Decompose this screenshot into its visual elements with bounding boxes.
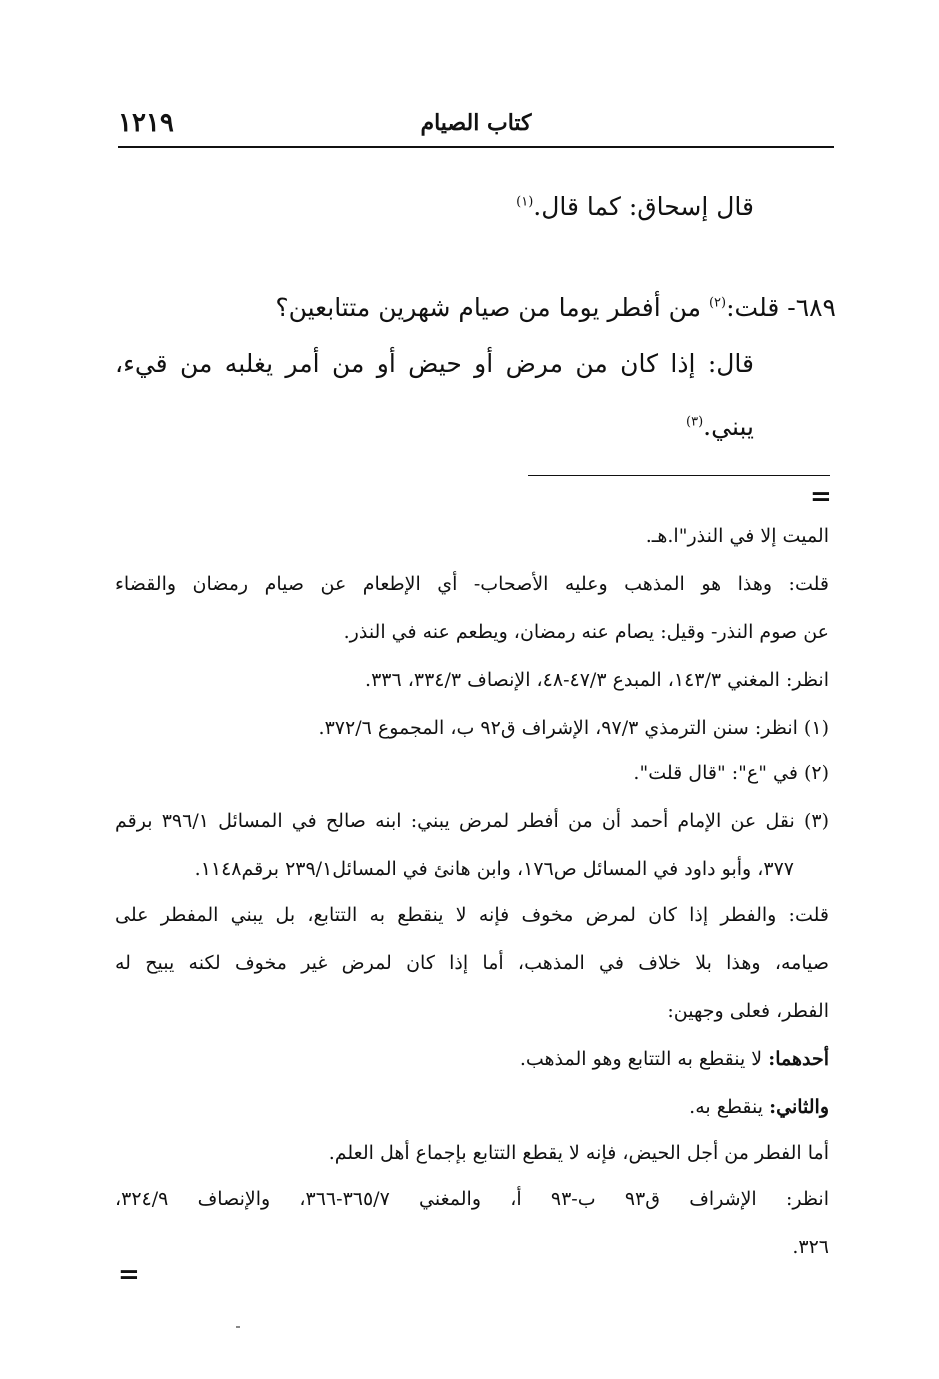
option-one-text: لا ينقطع به التتابع وهو المذهب. bbox=[519, 1048, 769, 1070]
question-text: من أفطر يوما من صيام شهرين متتابعين؟ bbox=[275, 293, 709, 322]
question-line bbox=[275, 293, 836, 322]
footnote-3-line: انظر: الإشراف ق٩٣ ب-٩٣ أ، والمغني ٣٦٥/٧-٣٦٦، والإنصاف ٣٢٤/٩، bbox=[115, 1188, 829, 1210]
footnote-3-line: (٣) نقل عن الإمام أحمد أن من أفطر لمرض يبني: ابنه صالح في المسائل ٣٩٦/١ برقم bbox=[115, 810, 829, 832]
note-ref-1: (١) bbox=[516, 194, 534, 210]
note-ref-3: (٣) bbox=[686, 414, 704, 430]
footnote-3-option-one bbox=[520, 1048, 829, 1070]
answer-line-1: قال: إذا كان من مرض أو حيض أو من أمر يغلبه من قيء، bbox=[115, 349, 754, 378]
answer-line-2 bbox=[686, 412, 754, 441]
footnote-continuation-line: انظر: المغني ١٤٣/٣، المبدع ٤٧/٣-٤٨، الإنصاف ٣٣٤/٣، ٣٣٦. bbox=[365, 669, 829, 691]
footnote-3-line: ٣٢٦. bbox=[792, 1236, 829, 1258]
footnote-3-line: أما الفطر من أجل الحيض، فإنه لا يقطع التتابع بإجماع أهل العلم. bbox=[328, 1142, 829, 1164]
footnote-3-line: قلت: والفطر إذا كان لمرض مخوف فإنه لا ينقطع به التتابع، بل يبني المفطر على bbox=[115, 904, 829, 926]
footnote-1: (١) انظر: سنن الترمذي ٩٧/٣، الإشراف ق٩٢ ب، المجموع ٣٧٢/٦. bbox=[318, 717, 829, 739]
question-prefix: - قلت: bbox=[726, 293, 796, 322]
running-title: كتاب الصيام bbox=[420, 110, 532, 136]
option-two-text: ينقطع به. bbox=[689, 1096, 770, 1118]
ink-speck bbox=[236, 1326, 240, 1328]
footnote-continuation-line: الميت إلا في النذر"ا.هـ. bbox=[645, 525, 829, 547]
footnote-continuation-line: عن صوم النذر- وقيل: يصام عنه رمضان، ويطعم عنه في النذر. bbox=[343, 621, 829, 643]
answer-end-text: يبني. bbox=[703, 412, 754, 441]
footnote-continuation-line: قلت: وهذا هو المذهب وعليه الأصحاب- أي الإطعام عن صيام رمضان والقضاء bbox=[115, 573, 829, 595]
option-one-label: أحدهما: bbox=[768, 1048, 829, 1070]
footnote-rule bbox=[528, 475, 830, 476]
note-ref-2: (٢) bbox=[708, 295, 727, 311]
page-number: ١٢١٩ bbox=[118, 108, 174, 138]
footnote-3-line: ٣٧٧، وأبو داود في المسائل ص١٧٦، وابن هانئ في المسائل٢٣٩/١ برقم١١٤٨. bbox=[194, 858, 794, 880]
main-line-ishaq bbox=[516, 192, 754, 221]
question-number: ٦٨٩ bbox=[795, 293, 836, 322]
header-rule bbox=[118, 146, 834, 148]
continuation-mark-top: = bbox=[810, 482, 832, 512]
continuation-mark-bottom: = bbox=[118, 1260, 140, 1290]
ishaq-text: قال إسحاق: كما قال. bbox=[533, 192, 754, 221]
option-two-label: والثاني: bbox=[769, 1096, 829, 1118]
footnote-3-line: صيامه، وهذا بلا خلاف في المذهب، أما إذا كان لمرض غير مخوف لكنه يبيح له bbox=[115, 952, 829, 974]
footnote-3-option-two bbox=[689, 1096, 829, 1118]
footnote-3-line: الفطر، فعلى وجهين: bbox=[667, 1000, 829, 1022]
page-header bbox=[118, 108, 834, 148]
footnote-2: (٢) في "ع": "قال قلت". bbox=[633, 762, 829, 784]
